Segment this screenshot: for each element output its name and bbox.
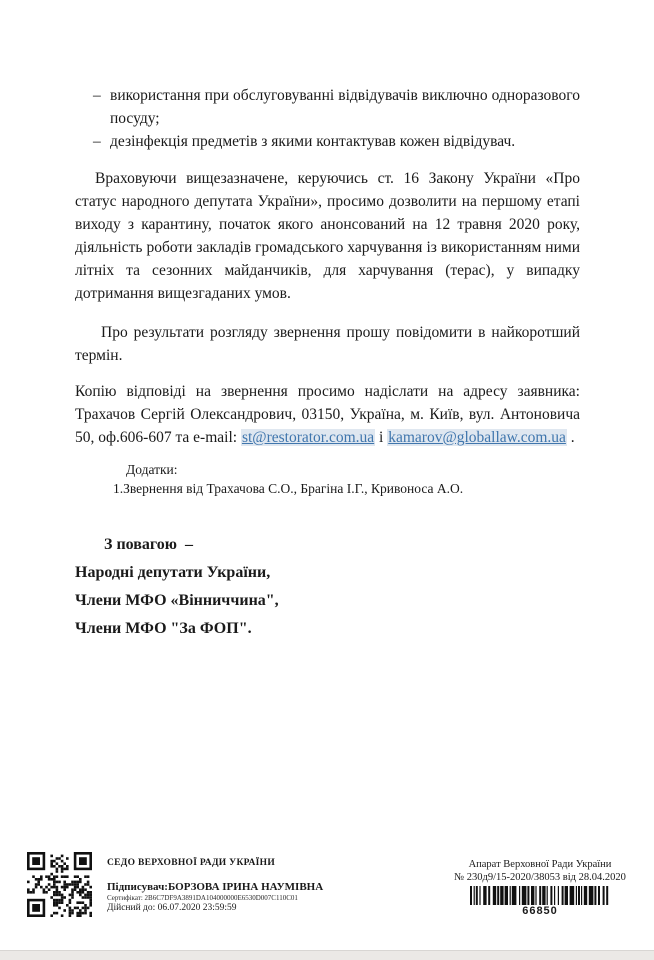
email-link-restorator[interactable]: st@restorator.com.ua	[241, 429, 375, 446]
email-link-globallaw[interactable]: kamarov@globallaw.com.ua	[388, 429, 566, 446]
address-separator: і	[375, 429, 388, 446]
qr-code-icon	[27, 852, 92, 917]
eseal-signer: Підписувач:БОРЗОВА ІРИНА НАУМІВНА	[107, 881, 324, 893]
bullet-dash: –	[93, 87, 101, 104]
attachments-block	[75, 460, 580, 498]
signature-line-deputies: Народні депутати України,	[75, 564, 271, 581]
letter-body	[75, 84, 580, 643]
paragraph-notify: Про результати розгляду звернення прошу повідомити в найкоротший термін.	[75, 324, 580, 364]
barcode-number: 66850	[522, 905, 558, 917]
eseal-valid-until: Дійсний до: 06.07.2020 23:59:59	[107, 903, 237, 913]
condition-list	[75, 84, 580, 153]
paragraph-address	[75, 380, 580, 449]
list-item-text: використання при обслуговуванні відвідувачів виключно одноразового посуду;	[110, 87, 580, 127]
list-item-text: дезінфекція предметів з якими контактував кожен відвідувач.	[110, 133, 516, 150]
list-item	[93, 84, 580, 130]
list-item	[93, 130, 580, 153]
registration-stamp	[440, 858, 640, 917]
eseal-system-name: СЕДО ВЕРХОВНОЇ РАДИ УКРАЇНИ	[107, 858, 276, 868]
signature-line-mfo-vinnychchyna: Члени МФО «Вінниччина",	[75, 592, 279, 609]
bullet-dash: –	[93, 133, 101, 150]
barcode-icon	[470, 886, 610, 905]
signature-salutation: З повагою –	[104, 536, 193, 553]
attachments-item: 1.Звернення від Трахачова С.О., Брагіна І.Г., Кривоноса А.О.	[113, 481, 464, 496]
registration-office: Апарат Верховної Ради України	[468, 859, 612, 870]
paragraph-request: Враховуючи вищезазначене, керуючись ст. 16 Закону України «Про статус народного депутата України», просимо дозволити на першому етапі виходу з карантину, початок якого анонсований на 12 травня 2020 року, діяльність роботи закладів громадського харчування із використанням ними літніх та сезонних майданчиків, для харчування (терас), у випадку дотримання вищезгаданих умов.	[75, 170, 580, 302]
signature-line-mfo-zafop: Члени МФО "За ФОП".	[75, 620, 252, 637]
attachments-title: Додатки:	[126, 462, 178, 477]
address-text: Копію відповіді на звернення просимо надіслати на адресу заявника: Трахачов Сергій Олександрович, 03150, Україна, м. Київ, вул. Антоновича 50, оф.606-607 та e-mail:	[75, 383, 580, 446]
eseal-certificate: Сертифікат: 2B6C7DF9A3891DA104000000E6530D007C110C01	[107, 894, 298, 902]
signature-block	[75, 531, 580, 643]
page-bottom-edge	[0, 950, 654, 960]
registration-number: № 230д9/15-2020/38053 від 28.04.2020	[454, 872, 626, 883]
address-tail: .	[566, 429, 575, 446]
eseal-text	[107, 858, 437, 913]
